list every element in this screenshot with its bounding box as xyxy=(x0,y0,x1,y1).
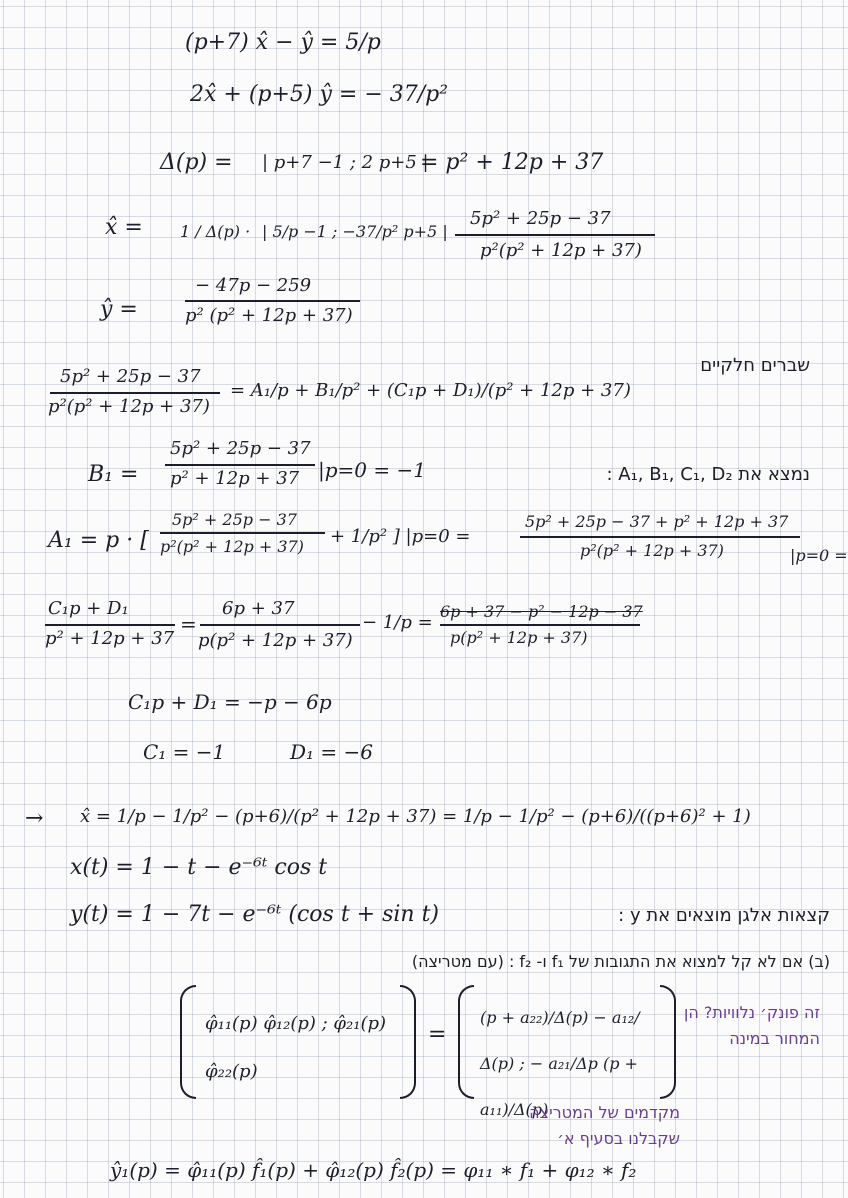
matrix-left-bracket xyxy=(458,985,474,1099)
equals: = xyxy=(428,1022,447,1047)
cd-mid-numerator: 6p + 37 xyxy=(222,598,295,619)
pf-denominator: p²(p² + 12p + 37) xyxy=(48,396,210,417)
xhat-lhs: x̂ = xyxy=(105,215,143,240)
y1-equation: ŷ₁(p) = φ̂₁₁(p) f̂₁(p) + φ̂₁₂(p) f̂₂(p) = φ₁₁ ∗ f₁ + φ₁₂ ∗ f₂ xyxy=(110,1158,637,1182)
b1-lhs: B₁ = xyxy=(88,462,139,487)
fraction-bar xyxy=(520,536,800,538)
b1-denominator: p² + 12p + 37 xyxy=(170,468,300,489)
a1-lhs: A₁ = p · [ xyxy=(48,528,149,553)
yhat-denominator: p² (p² + 12p + 37) xyxy=(185,305,353,326)
cd-mid-denominator: p(p² + 12p + 37) xyxy=(198,630,353,651)
yhat-lhs: ŷ = xyxy=(100,297,138,322)
cd-mid-minus: − 1/p = xyxy=(362,612,433,633)
pf-numerator: 5p² + 25p − 37 xyxy=(60,366,201,387)
arrow-icon: → xyxy=(25,806,44,831)
xhat-matrix: | 5/p −1 ; −37/p² p+5 | xyxy=(262,222,448,241)
b1-numerator: 5p² + 25p − 37 xyxy=(170,438,311,459)
heb-purple-note: מקדמים של המטריצה שקבלנו בסעיף א׳ xyxy=(529,1103,680,1148)
xhat-final: x̂ = 1/p − 1/p² − (p+6)/(p² + 12p + 37) = 1/p − 1/p² − (p+6)/((p+6)² + 1) xyxy=(80,806,751,827)
heb-part-b: (ב) אם לא קל למצוא את התגובות של f₁ ו- f₂ : (עם מטריצה) xyxy=(411,952,830,971)
equation-2: 2x̂ + (p+5) ŷ = − 37/p² xyxy=(190,82,449,107)
b1-eval: |p=0 = −1 xyxy=(318,458,426,482)
a1-mid: + 1/p² ] |p=0 = xyxy=(330,526,471,547)
a1-right-denominator: p²(p² + 12p + 37) xyxy=(580,541,724,560)
heb-side-note: זה פונק׳ נלוויות? הן המחור במינה xyxy=(684,1003,820,1048)
cd-right-denominator: p(p² + 12p + 37) xyxy=(450,628,588,647)
delta-matrix: | p+7 −1 ; 2 p+5 | xyxy=(262,152,429,173)
heb-partial-fractions: שברים חלקיים xyxy=(700,355,810,376)
a1-denominator: p²(p² + 12p + 37) xyxy=(160,537,304,556)
phi-matrix: φ̂₁₁(p) φ̂₁₂(p) ; φ̂₂₁(p) φ̂₂₂(p) xyxy=(205,1013,387,1082)
cd-lhs-denominator: p² + 12p + 37 xyxy=(45,628,175,649)
heb-find-constants: נמצא את A₁, B₁, C₁, D₂ : xyxy=(606,464,810,485)
cd-right-numerator: 6p + 37 − p² − 12p − 37 xyxy=(440,602,643,621)
delta-rhs: = p² + 12p + 37 xyxy=(420,150,604,175)
fraction-bar xyxy=(160,532,325,534)
xhat-rhs-numerator: 5p² + 25p − 37 xyxy=(470,208,611,229)
matrix-right-bracket xyxy=(660,985,676,1099)
fraction-bar xyxy=(200,624,360,626)
delta-lhs: Δ(p) = xyxy=(160,150,233,175)
y-of-t: y(t) = 1 − 7t − e⁻⁶ᵗ (cos t + sin t) xyxy=(70,902,440,927)
fraction-bar xyxy=(455,234,655,236)
c1-value: C₁ = −1 xyxy=(143,740,226,764)
a1-numerator: 5p² + 25p − 37 xyxy=(172,510,297,529)
x-of-t: x(t) = 1 − t − e⁻⁶ᵗ cos t xyxy=(70,855,328,880)
yhat-numerator: − 47p − 259 xyxy=(195,275,312,296)
a1-right-numerator: 5p² + 25p − 37 + p² + 12p + 37 xyxy=(525,512,789,531)
matrix-left-bracket xyxy=(180,985,196,1099)
pf-rhs: = A₁/p + B₁/p² + (C₁p + D₁)/(p² + 12p + 37) xyxy=(230,380,631,401)
xhat-rhs-denominator: p²(p² + 12p + 37) xyxy=(480,240,642,261)
fraction-bar xyxy=(165,464,315,466)
a1-right-eval: |p=0 = xyxy=(790,546,848,565)
inverse-matrix: (p + a₂₂)/Δ(p) − a₁₂/Δ(p) ; − a₂₁/Δp (p + a₁₁)/Δ(p) xyxy=(480,1008,640,1119)
heb-find-y: קצאות אלגן מוצאים את y : xyxy=(618,905,830,926)
xhat-fraction: 1 / Δ(p) · xyxy=(180,222,251,241)
fraction-bar xyxy=(185,300,360,302)
fraction-bar xyxy=(440,624,640,626)
fraction-bar xyxy=(45,624,175,626)
matrix-right-bracket xyxy=(400,985,416,1099)
cd-equation: C₁p + D₁ = −p − 6p xyxy=(128,690,332,714)
d1-value: D₁ = −6 xyxy=(290,740,374,764)
fraction-bar xyxy=(50,392,220,394)
equation-1: (p+7) x̂ − ŷ = 5/p xyxy=(185,30,381,55)
cd-lhs-numerator: C₁p + D₁ xyxy=(48,598,129,619)
equals: = xyxy=(180,612,197,636)
